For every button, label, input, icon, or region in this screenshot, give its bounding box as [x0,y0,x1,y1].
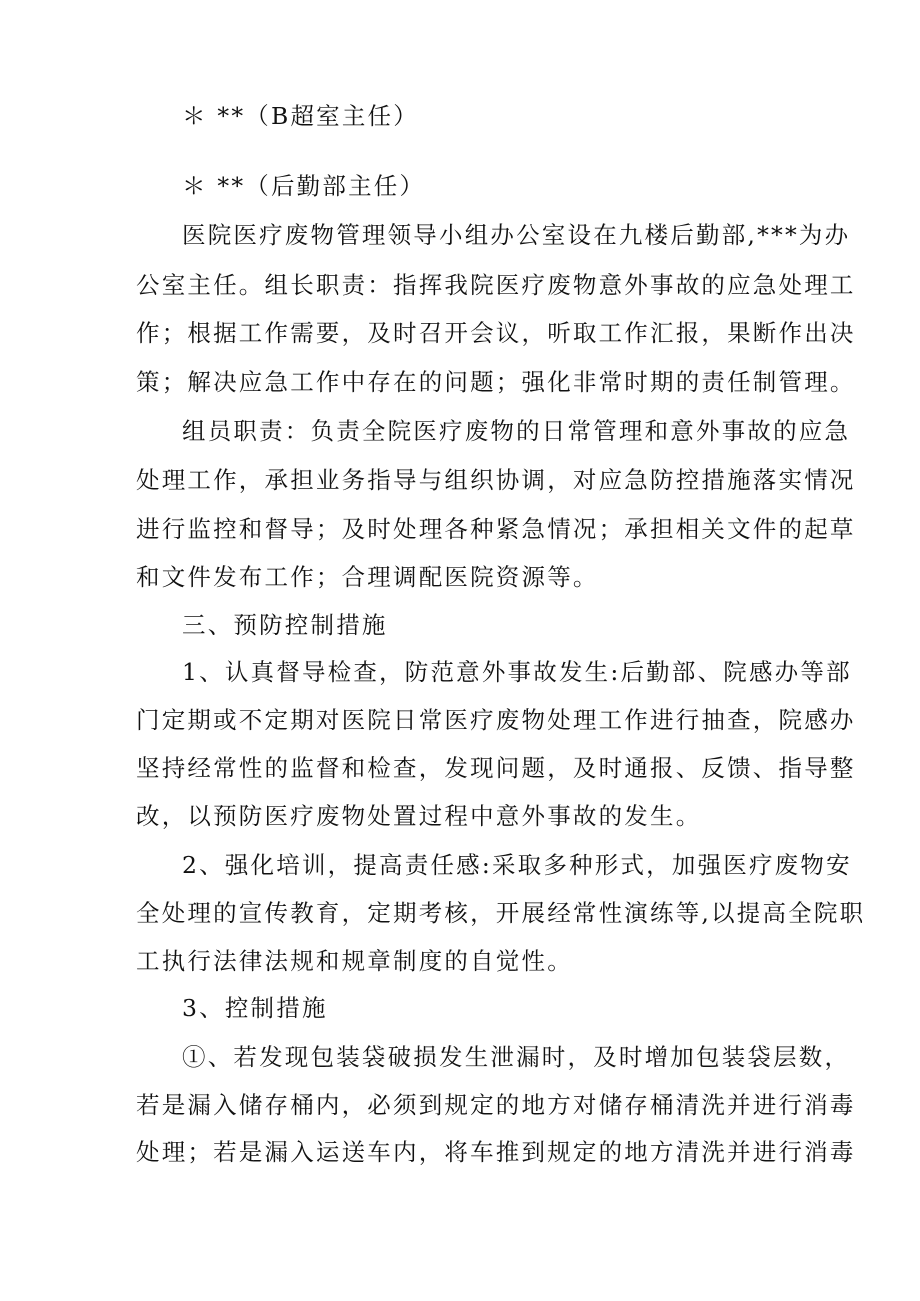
paragraph-training-line: 工执行法律法规和规章制度的自觉性。 [136,947,573,975]
paragraph-office-line: 作；根据工作需要，及时召开会议，听取工作汇报，果断作出决 [136,319,856,347]
paragraph-leak-line: 若是漏入储存桶内，必须到规定的地方对储存桶清洗并进行消毒 [136,1091,856,1119]
subheading-control-measures: 3、控制措施 [182,994,328,1022]
paragraph-member-duties-line: 和文件发布工作；合理调配医院资源等。 [136,563,599,591]
paragraph-inspection-line: 门定期或不定期对医院日常医疗废物处理工作进行抽查，院感办 [136,706,856,734]
paragraph-office-line: 医院医疗废物管理领导小组办公室设在九楼后勤部,***为办 [182,221,851,249]
paragraph-member-duties-line: 进行监控和督导；及时处理各种紧急情况；承担相关文件的起草 [136,515,856,543]
member-line-logistics: ＊ **（后勤部主任） [182,172,426,200]
section-heading-prevention: 三、预防控制措施 [182,611,388,639]
paragraph-leak-line: 处理；若是漏入运送车内，将车推到规定的地方清洗并进行消毒 [136,1138,856,1166]
paragraph-training-line: 全处理的宣传教育，定期考核，开展经常性演练等,以提高全院职 [136,899,866,927]
paragraph-member-duties-line: 组员职责：负责全院医疗废物的日常管理和意外事故的应急 [182,417,851,445]
paragraph-office-line: 公室主任。组长职责：指挥我院医疗废物意外事故的应急处理工 [136,271,856,299]
member-line-b-ultrasound: ＊ **（B超室主任） [182,102,419,130]
paragraph-inspection-line: 改，以预防医疗废物处置过程中意外事故的发生。 [136,802,702,830]
paragraph-member-duties-line: 处理工作，承担业务指导与组织协调，对应急防控措施落实情况 [136,466,856,494]
paragraph-leak-line: ①、若发现包装袋破损发生泄漏时，及时增加包装袋层数， [182,1043,851,1071]
paragraph-office-line: 策；解决应急工作中存在的问题；强化非常时期的责任制管理。 [136,368,856,396]
paragraph-inspection-line: 坚持经常性的监督和检查，发现问题，及时通报、反馈、指导整 [136,754,856,782]
paragraph-inspection-line: 1、认真督导检查，防范意外事故发生:后勤部、院感办等部 [182,658,852,686]
paragraph-training-line: 2、强化培训，提高责任感:采取多种形式，加强医疗废物安 [182,851,852,879]
